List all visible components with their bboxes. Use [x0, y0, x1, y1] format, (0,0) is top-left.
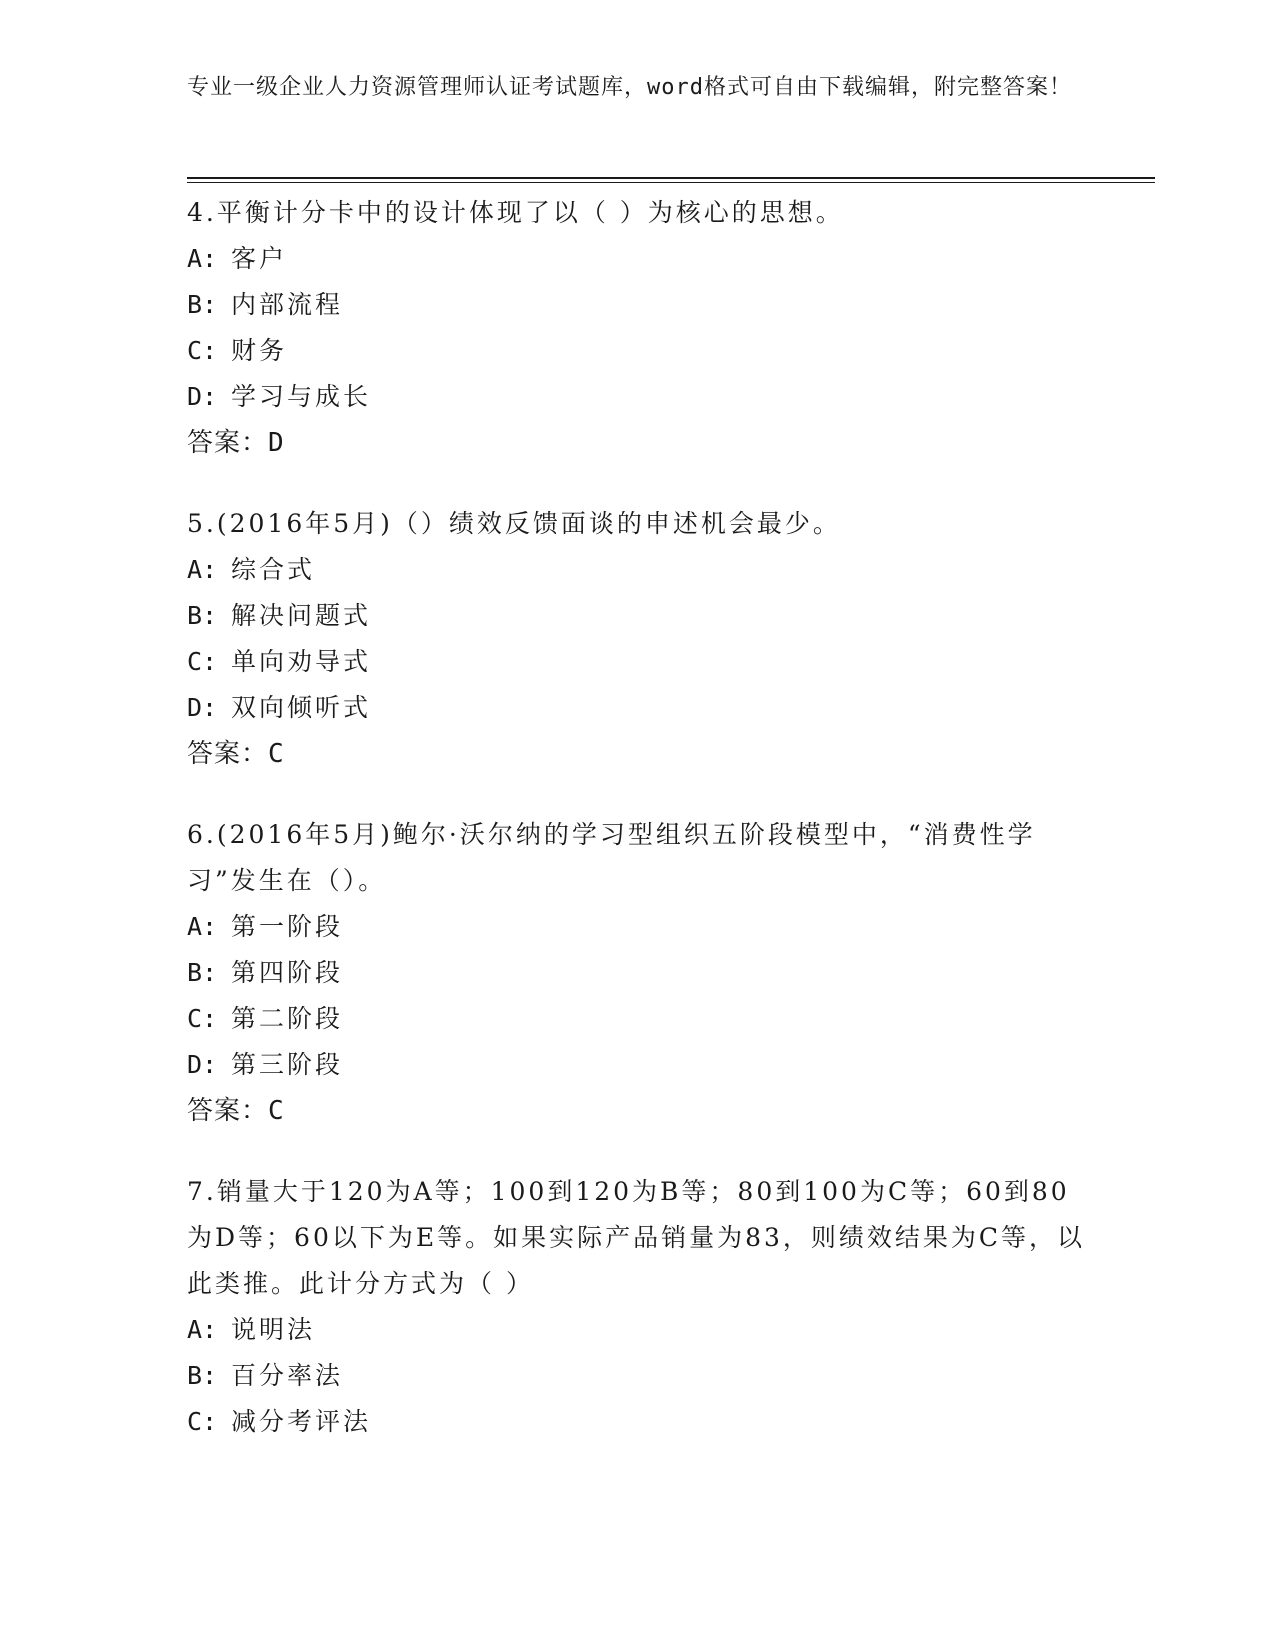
option-text: 第一阶段: [231, 912, 344, 941]
option-key: B:: [187, 290, 218, 319]
option-text: 学习与成长: [231, 382, 372, 411]
option-text: 解决问题式: [231, 601, 372, 630]
question-4: [187, 190, 1087, 466]
option-key: C:: [187, 1004, 218, 1033]
document-header: 专业一级企业人力资源管理师认证考试题库，word格式可自由下载编辑，附完整答案！: [187, 75, 1072, 100]
option-key: C:: [187, 1407, 218, 1436]
option-b: [187, 1353, 1087, 1399]
option-text: 第四阶段: [231, 958, 344, 987]
question-stem: 5.(2016年5月)（）绩效反馈面谈的申述机会最少。: [187, 509, 841, 538]
option-c: [187, 1399, 1087, 1445]
option-key: D:: [187, 693, 218, 722]
option-key: D:: [187, 382, 218, 411]
option-text: 双向倾听式: [231, 693, 372, 722]
option-key: A:: [187, 912, 218, 941]
option-d: [187, 374, 1087, 420]
question-stem: 7.销量大于120为A等；100到120为B等；80到100为C等；60到80为D等；60以下为E等。如果实际产品销量为83，则绩效结果为C等，以此类推。此计分方式为（ ）: [187, 1177, 1086, 1298]
option-key: D:: [187, 1050, 218, 1079]
option-text: 减分考评法: [231, 1407, 372, 1436]
question-7: [187, 1169, 1087, 1445]
option-key: A:: [187, 555, 218, 584]
option-d: [187, 685, 1087, 731]
option-d: [187, 1042, 1087, 1088]
option-a: [187, 236, 1087, 282]
option-a: [187, 904, 1087, 950]
option-text: 第二阶段: [231, 1004, 344, 1033]
option-b: [187, 593, 1087, 639]
option-key: C:: [187, 336, 218, 365]
option-key: A:: [187, 244, 218, 273]
option-text: 第三阶段: [231, 1050, 344, 1079]
option-b: [187, 950, 1087, 996]
option-key: B:: [187, 1361, 218, 1390]
question-stem: 6.(2016年5月)鲍尔·沃尔纳的学习型组织五阶段模型中，“消费性学习”发生在（）。: [187, 820, 1036, 895]
option-a: [187, 547, 1087, 593]
question-5: [187, 501, 1087, 777]
header-divider-thin: [187, 182, 1155, 183]
question-stem: 4.平衡计分卡中的设计体现了以（ ）为核心的思想。: [187, 198, 844, 227]
option-text: 客户: [231, 244, 288, 273]
option-key: C:: [187, 647, 218, 676]
option-a: [187, 1307, 1087, 1353]
option-b: [187, 282, 1087, 328]
question-list: [187, 190, 1087, 1480]
option-key: B:: [187, 601, 218, 630]
option-text: 综合式: [231, 555, 316, 584]
answer-line: 答案：C: [187, 1096, 285, 1126]
option-text: 百分率法: [231, 1361, 344, 1390]
option-key: A:: [187, 1315, 218, 1344]
option-text: 说明法: [231, 1315, 316, 1344]
option-c: [187, 639, 1087, 685]
option-c: [187, 328, 1087, 374]
option-text: 单向劝导式: [231, 647, 372, 676]
header-divider-thick: [187, 177, 1155, 179]
option-text: 财务: [231, 336, 288, 365]
question-6: [187, 812, 1087, 1134]
answer-line: 答案：C: [187, 739, 285, 769]
option-text: 内部流程: [231, 290, 344, 319]
answer-line: 答案：D: [187, 428, 285, 458]
option-c: [187, 996, 1087, 1042]
option-key: B:: [187, 958, 218, 987]
